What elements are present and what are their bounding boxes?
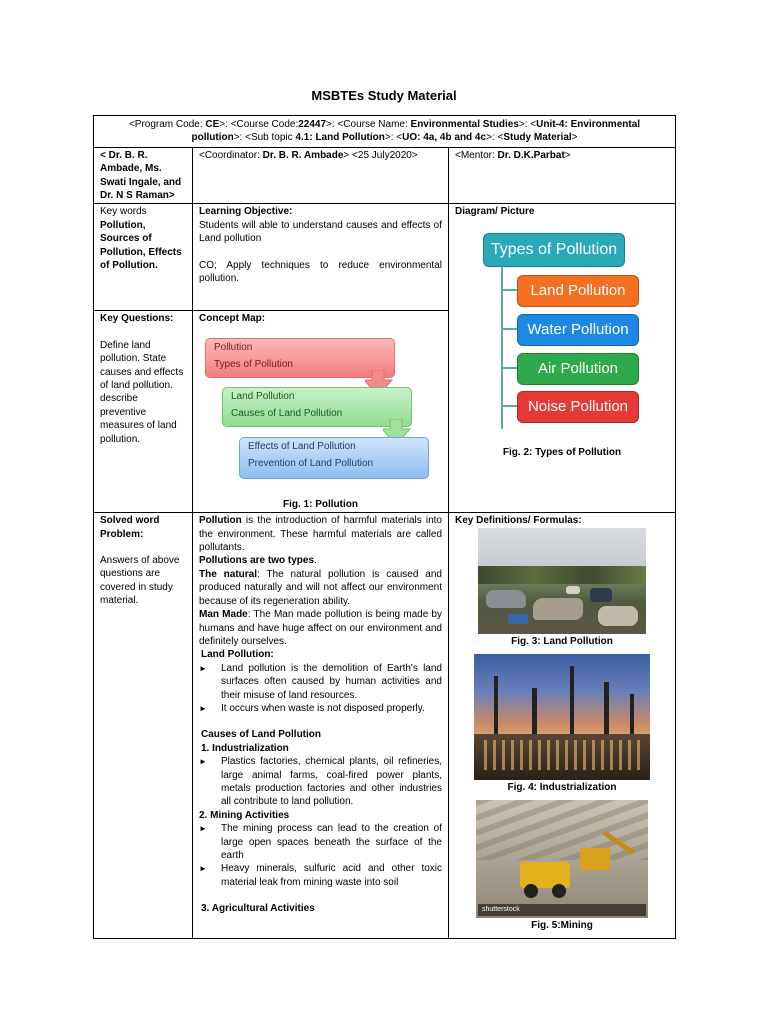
subtopic-label: >: <Sub topic: [233, 132, 296, 144]
diagram-branch-line: [501, 367, 517, 369]
concept-box-line: Prevention of Land Pollution: [248, 457, 374, 469]
diagram-cell: [449, 204, 676, 513]
types-of-pollution-diagram: [455, 225, 669, 430]
manmade-text: : The Man made pollution is being made by humans and have huge affect on our environment and definitely ourselves.: [199, 609, 442, 647]
concept-map-cell: [193, 311, 449, 513]
coordinator-date: > <25 July2020>: [343, 149, 418, 161]
list-item-text: It occurs when waste is not disposed properly.: [221, 702, 425, 714]
uo-sep: >: <: [384, 132, 403, 144]
water-pollution-node: Water Pollution: [517, 314, 639, 346]
keywords-cell: [94, 204, 193, 311]
program-code: CE: [205, 119, 220, 130]
manmade-pollution-para: [199, 608, 442, 648]
keywords-text: Pollution, Sources of Pollution, Effects of Pollution.: [100, 219, 182, 272]
land-pollution-node: Land Pollution: [517, 275, 639, 307]
coordinator-cell: [193, 147, 449, 204]
unit-sep: >: <: [518, 119, 537, 130]
list-item: [199, 822, 442, 862]
air-pollution-node: Air Pollution: [517, 353, 639, 385]
diagram-heading: Diagram/ Picture: [455, 206, 535, 218]
mentor-name: Dr. D.K.Parbat: [497, 149, 565, 161]
photo-tire: [590, 588, 612, 602]
header-close: >: [571, 132, 578, 144]
photo-trash: [598, 606, 638, 626]
subtopic: 4.1: Land Pollution: [295, 132, 385, 144]
photo-trash: [486, 590, 526, 608]
mining-photo: [476, 800, 648, 918]
bullet-arrow-icon: ►: [199, 663, 207, 673]
manmade-term: Man Made: [199, 609, 248, 621]
unit-outcomes: UO: 4a, 4b and 4c: [402, 132, 487, 144]
course-outcome-text: CO; Apply techniques to reduce environmental pollution.: [199, 259, 442, 285]
photo-trash: [533, 598, 583, 620]
concept-box-line: Land Pollution: [231, 390, 295, 402]
causes-heading: Causes of Land Pollution: [201, 729, 322, 741]
list-item: [199, 755, 442, 809]
course-code-label: >: <Course Code:: [219, 119, 299, 130]
concept-box-line: Types of Pollution: [214, 358, 293, 370]
course-name: Environmental Studies: [410, 119, 519, 130]
natural-term: The natural: [199, 568, 257, 580]
photo-wheel: [524, 884, 538, 898]
authors: < Dr. B. R. Ambade, Ms. Swati Ingale, and Dr. N S Raman>: [100, 149, 182, 202]
noise-pollution-node: Noise Pollution: [517, 391, 639, 423]
list-item: [199, 862, 442, 889]
fig5-caption: Fig. 5:Mining: [531, 920, 593, 932]
natural-pollution-para: [199, 568, 442, 608]
learning-objective-heading: Learning Objective:: [199, 206, 293, 218]
list-item-text: Plastics factories, chemical plants, oil refineries, large animal farms, coal-fired power plants, metals production factories and other industries all contribute to land pollution.: [221, 756, 442, 808]
fig4-caption: Fig. 4: Industrialization: [507, 782, 617, 794]
key-definitions-heading: Key Definitions/ Formulas:: [455, 515, 582, 527]
diagram-branch-line: [501, 328, 517, 330]
photo-rock-face: [476, 800, 648, 860]
root-node: Types of Pollution: [483, 233, 625, 267]
shutterstock-watermark: shutterstock: [482, 906, 520, 914]
list-item: [199, 702, 442, 715]
photo-lights: [484, 740, 640, 770]
bullet-arrow-icon: ►: [199, 757, 207, 767]
concept-box-line: Causes of Land Pollution: [231, 407, 343, 419]
list-item-text: Heavy minerals, sulfuric acid and other toxic material leak from mining waste into soil: [221, 863, 442, 888]
key-questions-heading: Key Questions:: [100, 313, 174, 325]
concept-map-heading: Concept Map:: [199, 313, 266, 325]
keywords-label: Key words: [100, 206, 147, 218]
agriculture-heading: 3. Agricultural Activities: [201, 903, 315, 915]
study-material-label: Study Material: [503, 132, 572, 144]
two-types-line: [199, 554, 442, 567]
program-code-label: <Program Code:: [128, 119, 206, 130]
diagram-branch-line: [501, 289, 517, 291]
pollution-term: Pollution: [199, 515, 242, 527]
mentor-close: >: [564, 149, 571, 161]
natural-text: : The natural pollution is caused and produced naturally and will not affect our environment because of its regeneration ability.: [199, 568, 442, 607]
photo-trash: [508, 614, 528, 624]
list-item-text: Land pollution is the demolition of Earth's land surfaces often caused by human activities and their misuse of land resources.: [221, 662, 442, 701]
authors-cell: [94, 147, 193, 204]
fig1-caption: Fig. 1: Pollution: [283, 498, 358, 510]
learning-objective-text: Students will able to understand causes and effects of Land pollution: [199, 219, 442, 245]
two-types-heading: Pollutions are two types: [199, 555, 315, 567]
course-code: 22447: [298, 119, 327, 130]
pollution-definition: [199, 514, 442, 554]
land-pollution-photo: [478, 528, 646, 634]
concept-box-effects: [239, 437, 429, 479]
bullet-arrow-icon: ►: [199, 824, 207, 834]
photo-trash: [566, 586, 580, 594]
key-questions-cell: [94, 311, 193, 513]
photo-wheel: [552, 884, 566, 898]
bullet-arrow-icon: ►: [199, 864, 207, 874]
fig3-caption: Fig. 3: Land Pollution: [511, 635, 613, 647]
page-title: MSBTEs Study Material: [311, 88, 457, 103]
bullet-arrow-icon: ►: [199, 703, 207, 713]
industrialization-heading: 1. Industrialization: [201, 742, 289, 754]
course-header: [94, 116, 676, 148]
concept-box-line: Pollution: [214, 341, 253, 353]
mining-heading: 2. Mining Activities: [199, 809, 290, 821]
solved-problem-cell: [94, 513, 193, 939]
industrialization-photo: [474, 654, 650, 780]
list-item-text: The mining process can lead to the creation of large open spaces beneath the surface of the earth: [221, 823, 442, 861]
study-material-table: [93, 115, 676, 939]
photo-treeline: [478, 566, 646, 584]
unit-name: Unit-4: Environmental pollution: [191, 119, 641, 144]
pollution-definition-text: is the introduction of harmful materials into the environment. These harmful materials are called pollutants.: [199, 515, 442, 554]
fig2-caption: Fig. 2: Types of Pollution: [502, 446, 622, 458]
two-types-end: .: [314, 555, 317, 567]
coordinator-name: Dr. B. R. Ambade: [262, 149, 344, 161]
sm-sep: >: <: [486, 132, 504, 144]
diagram-branch-line: [501, 405, 517, 407]
list-item: [199, 662, 442, 702]
coordinator-label: <Coordinator:: [199, 149, 263, 161]
course-name-label: >: <Course Name:: [326, 119, 411, 130]
mentor-cell: [449, 147, 676, 204]
key-definitions-cell: [449, 513, 676, 939]
key-questions-text: Define land pollution. State causes and effects of land pollution. describe preventive measures of land pollution.: [100, 339, 184, 445]
concept-box-line: Effects of Land Pollution: [248, 440, 356, 452]
solved-problem-heading: Solved word Problem:: [100, 515, 160, 540]
concept-map-diagram: [199, 328, 442, 488]
learning-objective-cell: [193, 204, 449, 311]
photo-excavator: [580, 848, 610, 870]
content-cell: [193, 513, 449, 939]
solved-problem-text: Answers of above questions are covered in study material.: [100, 555, 180, 607]
mentor-label: <Mentor:: [455, 149, 498, 161]
land-pollution-heading: Land Pollution:: [201, 649, 274, 661]
